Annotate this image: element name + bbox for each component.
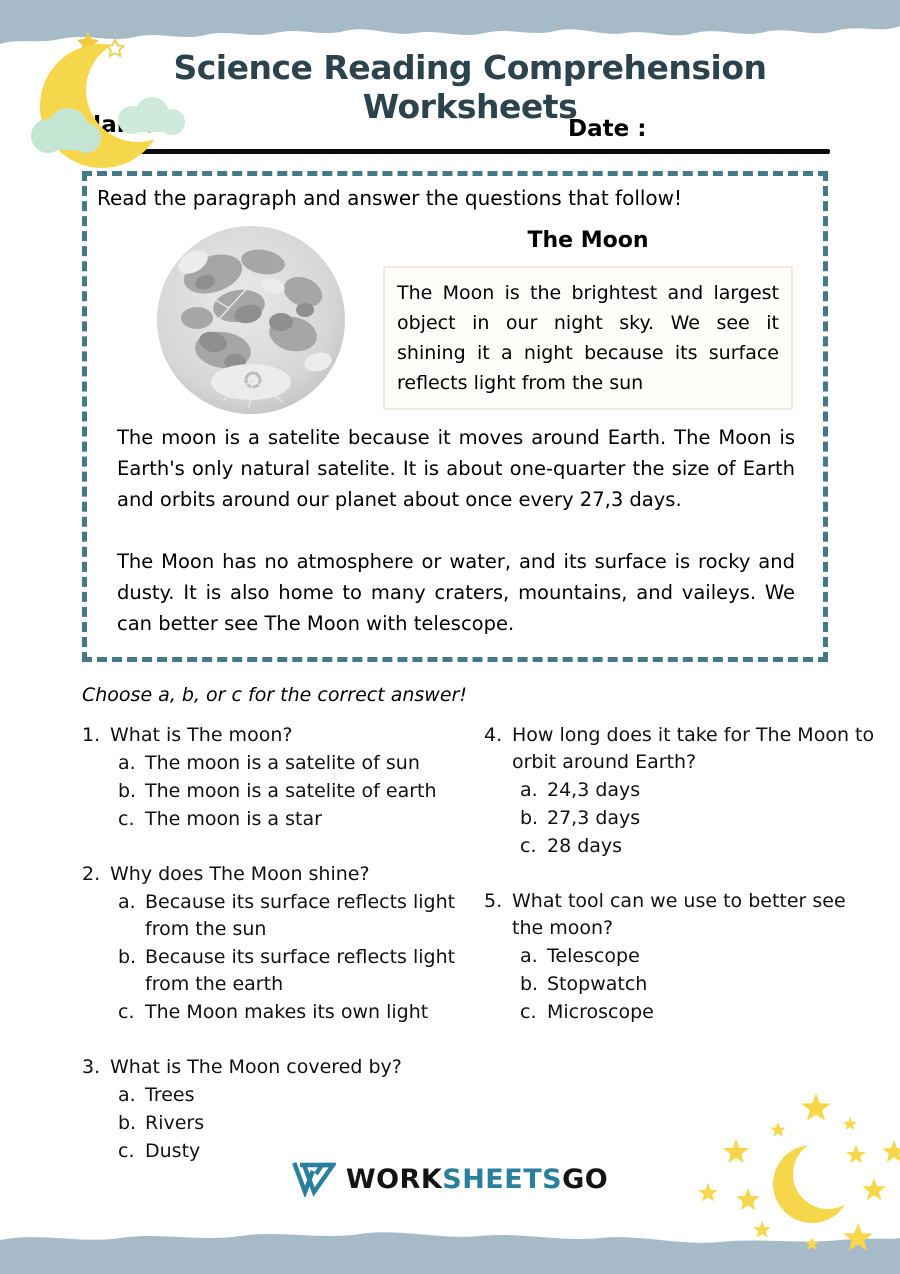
intro-paragraph-box: [383, 266, 793, 410]
answer-option: [118, 889, 484, 943]
answer-option: [520, 943, 882, 970]
answer-option: [118, 944, 484, 998]
quiz-column-left: [82, 722, 484, 1193]
option-letter: b.: [118, 780, 137, 802]
intro-paragraph: The Moon is the brightest and largest object in our night sky. We see it shining it a night because its surface reflects light from the sun: [397, 282, 779, 394]
answer-option: [520, 833, 882, 860]
option-text: Rivers: [145, 1112, 205, 1134]
option-text: 27,3 days: [547, 807, 641, 829]
answer-option: [118, 750, 484, 777]
option-text: The Moon makes its own light: [145, 1001, 429, 1023]
option-text: Trees: [145, 1084, 195, 1106]
footer-logo: [0, 1156, 900, 1202]
question-text: What is The Moon covered by?: [110, 1056, 402, 1078]
option-text: The moon is a star: [145, 808, 322, 830]
option-text: Dusty: [145, 1140, 201, 1162]
full-moon-image: [153, 222, 349, 418]
question-block: [82, 861, 484, 1026]
passage-paragraph-2: The moon is a satelite because it moves around Earth. The Moon is Earth's only natural satelite. It is about one-quarter the size of Earth and orbits around our planet about once every 27,3 days.: [117, 426, 795, 511]
passage-instruction: Read the paragraph and answer the questions that follow!: [97, 186, 683, 210]
question-line: [484, 888, 882, 942]
passage-box: [82, 171, 828, 662]
quiz-instruction: Choose a, b, or c for the correct answer!: [82, 684, 467, 706]
option-text: 28 days: [547, 835, 623, 857]
answer-option: [520, 805, 882, 832]
date-label: Date :: [568, 116, 647, 142]
passage-heading: The Moon: [527, 228, 649, 253]
option-letter: c.: [118, 1140, 135, 1162]
answer-option: [118, 1110, 484, 1137]
option-letter: b.: [520, 807, 539, 829]
option-letter: a.: [520, 779, 538, 801]
option-text: Because its surface reflects light from the sun: [145, 891, 456, 940]
option-letter: a.: [520, 945, 538, 967]
question-line: [82, 1054, 484, 1081]
worksheetsgo-w-icon: [292, 1161, 336, 1197]
option-letter: c.: [118, 808, 135, 830]
option-text: Because its surface reflects light from the earth: [145, 946, 456, 995]
answer-option: [118, 999, 484, 1026]
question-text: Why does The Moon shine?: [110, 863, 370, 885]
question-number: 5.: [484, 890, 503, 912]
option-letter: c.: [118, 1001, 135, 1023]
question-block: [82, 1054, 484, 1165]
question-text: How long does it take for The Moon to orbit around Earth?: [512, 724, 875, 773]
question-line: [82, 722, 484, 749]
option-letter: a.: [118, 891, 136, 913]
answer-option: [520, 999, 882, 1026]
option-letter: c.: [520, 835, 537, 857]
passage-paragraph-3: The Moon has no atmosphere or water, and its surface is rocky and dusty. It is also home to many craters, mountains, and vaileys. We can better see The Moon with telescope.: [117, 550, 795, 635]
question-line: [82, 861, 484, 888]
question-number: 1.: [82, 724, 101, 746]
question-text: What tool can we use to better see the moon?: [512, 890, 846, 939]
logo-word-go: GO: [562, 1163, 609, 1195]
answer-option: [118, 806, 484, 833]
option-text: The moon is a satelite of sun: [145, 752, 420, 774]
option-letter: c.: [520, 1001, 537, 1023]
option-letter: a.: [118, 752, 136, 774]
question-block: [484, 722, 882, 860]
footer-logo-text: [346, 1164, 608, 1195]
option-text: The moon is a satelite of earth: [145, 780, 437, 802]
option-letter: a.: [118, 1084, 136, 1106]
option-letter: b.: [118, 1112, 137, 1134]
logo-word-work: WORK: [345, 1163, 443, 1195]
page-title: Science Reading Comprehension Worksheets: [173, 48, 767, 126]
option-text: Microscope: [547, 1001, 654, 1023]
question-block: [484, 888, 882, 1026]
option-text: Telescope: [547, 945, 640, 967]
option-letter: b.: [520, 973, 539, 995]
logo-word-sheets: SHEETS: [442, 1163, 563, 1195]
question-text: What is The moon?: [110, 724, 293, 746]
option-text: Stopwatch: [547, 973, 648, 995]
question-number: 3.: [82, 1056, 101, 1078]
question-line: [484, 722, 882, 776]
header-moon-clouds-icon: [20, 28, 195, 178]
question-number: 4.: [484, 724, 503, 746]
answer-option: [520, 971, 882, 998]
answer-option: [118, 778, 484, 805]
question-block: [82, 722, 484, 833]
question-number: 2.: [82, 863, 101, 885]
answer-option: [118, 1082, 484, 1109]
answer-option: [520, 777, 882, 804]
option-letter: b.: [118, 946, 137, 968]
option-text: 24,3 days: [547, 779, 641, 801]
